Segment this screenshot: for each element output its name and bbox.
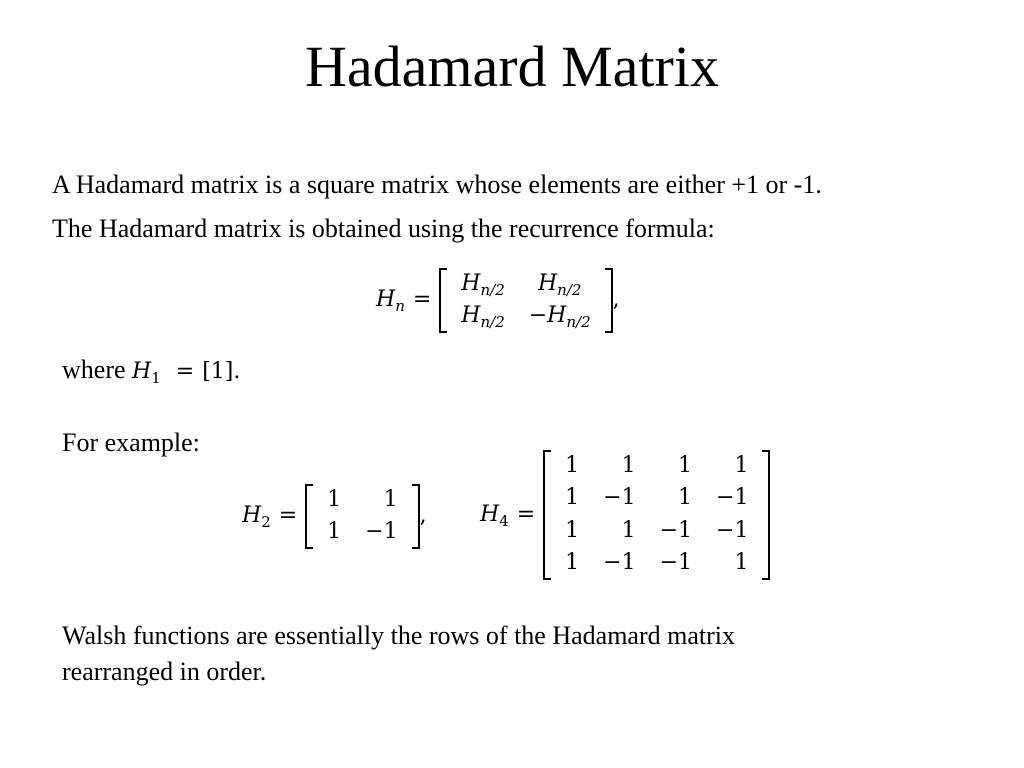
recurrence-lhs-sub: n <box>395 297 405 316</box>
h4-matrix-cell: 1 <box>734 453 749 478</box>
h4-matrix-cell: −1 <box>659 550 693 576</box>
h4-matrix-row <box>553 547 760 579</box>
h4-equals: = <box>516 501 536 527</box>
h2-comma: , <box>419 503 427 529</box>
h4-matrix-row <box>553 450 760 482</box>
h2-lhs: $H_2$ <box>242 503 271 532</box>
h2-matrix-cell: 1 <box>327 519 342 545</box>
base-case-rhs: [1]. <box>202 359 241 384</box>
h4-matrix-expression <box>480 450 770 580</box>
h2-matrix <box>305 484 419 549</box>
h4-matrix-cell: 1 <box>565 550 580 576</box>
h2-matrix-row <box>315 516 409 548</box>
recurrence-cell-0-0: $H_{n/2}$ <box>461 271 505 299</box>
h4-matrix-cell: −1 <box>603 485 636 511</box>
where-label: where <box>62 355 126 384</box>
recurrence-comma: , <box>612 287 620 313</box>
h4-matrix-cell: 1 <box>565 485 580 511</box>
h4-matrix-cell: 1 <box>678 453 693 478</box>
h4-matrix-cell: 1 <box>678 485 693 511</box>
slide-title: Hadamard Matrix <box>305 34 719 99</box>
h4-matrix-cell: −1 <box>716 485 749 511</box>
base-case-math: $H_1 = [1]$. <box>132 359 241 387</box>
base-case-line <box>62 355 240 385</box>
recurrence-equals: = <box>412 287 432 313</box>
recurrence-cell-1-1: $-H_{n/2}$ <box>528 303 591 332</box>
h4-matrix-cell: 1 <box>565 453 580 478</box>
h2-matrix-cell: 1 <box>327 487 342 512</box>
recurrence-cell-0-1: $H_{n/2}$ <box>537 271 582 299</box>
intro-line-2: The Hadamard matrix is obtained using the recurrence formula: <box>52 214 715 243</box>
intro-line-1: A Hadamard matrix is a square matrix whose elements are either +1 or -1. <box>52 170 822 199</box>
h4-matrix <box>543 450 770 580</box>
h2-equals: = <box>278 503 298 529</box>
h2-matrix-row <box>315 484 409 516</box>
recurrence-lhs <box>376 287 405 316</box>
recurrence-matrix <box>439 268 612 333</box>
h4-matrix-cell: 1 <box>734 550 749 576</box>
h4-matrix-cell: 1 <box>621 517 636 543</box>
h2-matrix-expression <box>242 484 427 549</box>
recurrence-formula <box>376 268 620 333</box>
h4-matrix-cell: 1 <box>565 517 580 543</box>
h4-matrix-row <box>553 482 760 514</box>
h4-matrix-cell: −1 <box>603 550 636 576</box>
walsh-line-1: Walsh functions are essentially the rows of the Hadamard matrix <box>62 621 735 650</box>
example-label: For example: <box>62 428 200 457</box>
recurrence-cell-1-0: $H_{n/2}$ <box>461 303 505 332</box>
recurrence-lhs-base: H <box>376 287 396 313</box>
h4-matrix-cell: 1 <box>621 453 636 478</box>
h4-matrix-row <box>553 515 760 547</box>
h4-matrix-cell: −1 <box>716 517 749 543</box>
walsh-line-2: rearranged in order. <box>62 657 267 686</box>
h2-matrix-cell: 1 <box>383 487 398 512</box>
h2-matrix-cell: −1 <box>365 519 398 545</box>
h4-lhs: $H_4$ <box>480 501 509 530</box>
h4-matrix-cell: −1 <box>659 517 693 543</box>
